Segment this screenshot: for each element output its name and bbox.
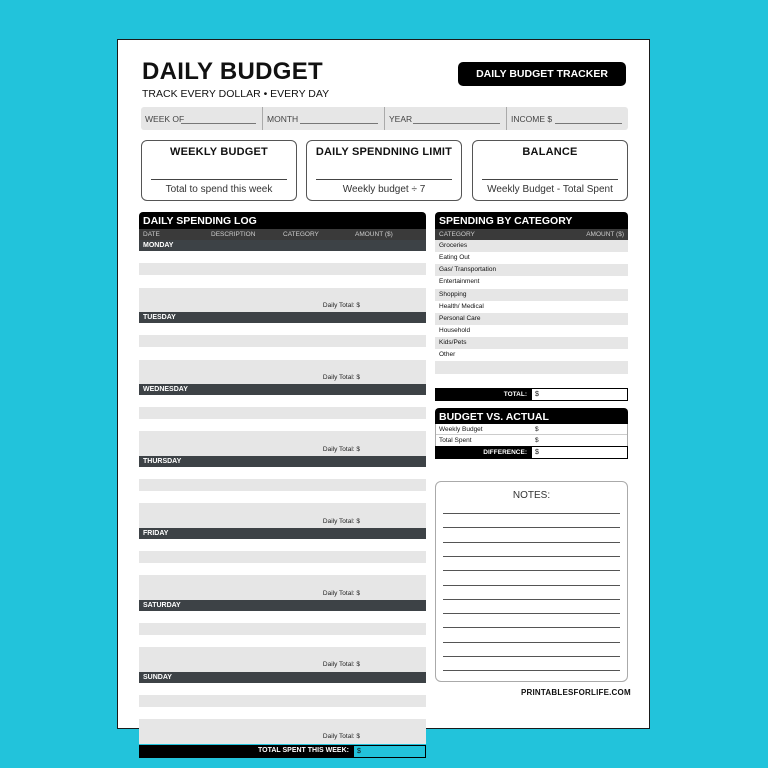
log-entry-row[interactable]	[139, 288, 426, 300]
category-row[interactable]: Entertainment	[439, 278, 480, 286]
day-section-tuesday	[139, 312, 426, 384]
year-label: YEAR	[389, 114, 413, 124]
category-row[interactable]: Shopping	[435, 289, 628, 301]
daily-limit-box[interactable]	[306, 140, 462, 201]
difference-label: DIFFERENCE:	[435, 446, 531, 459]
log-header: DAILY SPENDING LOG	[139, 212, 426, 229]
category-total-label: TOTAL:	[435, 388, 531, 401]
col-description: DESCRIPTION	[211, 231, 256, 238]
bva-row-total-spent[interactable]	[436, 435, 627, 446]
log-entry-row[interactable]	[139, 683, 426, 695]
log-entry-row[interactable]	[139, 431, 426, 443]
col-date: DATE	[143, 231, 160, 238]
bva-rows	[435, 424, 628, 446]
daily-total-row[interactable]: Daily Total: $	[139, 444, 426, 456]
daily-total-row[interactable]: Daily Total: $	[139, 300, 426, 312]
category-row[interactable]: Kids/Pets	[435, 337, 628, 349]
weekly-budget-box[interactable]	[141, 140, 297, 201]
balance-box[interactable]	[472, 140, 628, 201]
log-column-headers	[139, 229, 426, 240]
col-category-amount: AMOUNT ($)	[586, 231, 624, 238]
bva-row-weekly-budget[interactable]	[436, 424, 627, 435]
total-spent-label: TOTAL SPENT THIS WEEK:	[139, 745, 353, 758]
log-entry-row[interactable]	[139, 623, 426, 635]
footer-website: PRINTABLESFORLIFE.COM	[521, 688, 631, 697]
log-entry-row[interactable]	[139, 635, 426, 647]
year-field[interactable]	[385, 107, 507, 130]
category-row[interactable]: Eating Out	[439, 254, 470, 262]
category-row[interactable]: Household	[439, 326, 471, 334]
week-of-line	[181, 123, 256, 124]
info-bar	[141, 107, 628, 130]
budget-vs-actual	[435, 408, 628, 459]
log-entry-row[interactable]	[139, 707, 426, 719]
log-entry-row[interactable]	[139, 503, 426, 515]
log-entry-row[interactable]	[139, 323, 426, 335]
category-row[interactable]: Health/ Medical	[439, 302, 484, 310]
category-row[interactable]: Personal Care	[435, 313, 628, 325]
week-of-label: WEEK OF	[145, 114, 185, 124]
month-line	[300, 123, 378, 124]
balance-title: BALANCE	[522, 146, 578, 158]
log-entry-row[interactable]	[139, 347, 426, 359]
log-entry-row[interactable]	[139, 275, 426, 287]
log-entry-row[interactable]	[139, 419, 426, 431]
notes-line	[443, 627, 620, 628]
page-subtitle: TRACK EVERY DOLLAR • EVERY DAY	[142, 88, 330, 100]
year-line	[413, 123, 500, 124]
category-rows	[435, 240, 628, 386]
spending-by-category	[435, 212, 628, 459]
total-spent-row	[139, 745, 426, 759]
day-section-thursday	[139, 456, 426, 528]
log-entry-row[interactable]	[139, 335, 426, 347]
week-of-field[interactable]	[141, 107, 263, 130]
log-entry-row[interactable]	[139, 395, 426, 407]
month-field[interactable]	[263, 107, 385, 130]
notes-line	[443, 556, 620, 557]
category-row[interactable]: Other	[439, 351, 456, 359]
day-header-saturday: SATURDAY	[139, 600, 426, 611]
log-entry-row[interactable]	[139, 719, 426, 731]
day-section-monday	[139, 240, 426, 312]
total-spent-value[interactable]: $	[353, 745, 426, 758]
bva-weekly-budget-value: $	[535, 425, 539, 433]
bva-total-spent-value: $	[535, 436, 539, 444]
notes-line	[443, 542, 620, 543]
notes-line	[443, 570, 620, 571]
day-header-sunday: SUNDAY	[139, 672, 426, 683]
notes-box[interactable]	[435, 481, 628, 682]
category-row[interactable]	[435, 374, 628, 386]
log-entry-row[interactable]	[139, 611, 426, 623]
notes-line	[443, 585, 620, 586]
notes-title: NOTES:	[512, 490, 551, 501]
weekly-budget-subtitle: Total to spend this week	[165, 184, 273, 195]
log-entry-row[interactable]	[139, 263, 426, 275]
log-entry-row[interactable]	[139, 479, 426, 491]
log-entry-row[interactable]	[139, 251, 426, 263]
log-entry-row[interactable]	[139, 407, 426, 419]
category-row[interactable]: Gas/ Transportation	[435, 264, 628, 276]
daily-total-row[interactable]: Daily Total: $	[139, 588, 426, 600]
notes-line	[443, 613, 620, 614]
col-category: CATEGORY	[283, 231, 319, 238]
income-line	[555, 123, 622, 124]
log-entry-row[interactable]	[139, 467, 426, 479]
daily-spending-log	[139, 212, 426, 759]
col-amount: AMOUNT ($)	[355, 231, 393, 238]
balance-subtitle: Weekly Budget - Total Spent	[487, 184, 613, 195]
bva-total-spent-label: Total Spent	[439, 436, 472, 444]
daily-total-row[interactable]: Daily Total: $	[139, 372, 426, 384]
category-row[interactable]	[435, 361, 628, 373]
notes-line	[443, 527, 620, 528]
notes-line	[443, 670, 620, 671]
log-entry-row[interactable]	[139, 563, 426, 575]
category-total-row	[435, 388, 628, 401]
notes-line	[443, 656, 620, 657]
difference-row	[435, 446, 628, 459]
day-section-saturday	[139, 600, 426, 672]
day-header-monday: MONDAY	[139, 240, 426, 251]
category-total-value[interactable]: $	[531, 388, 628, 401]
notes-line	[443, 642, 620, 643]
notes-line	[443, 599, 620, 600]
budget-vs-actual-header: BUDGET VS. ACTUAL	[435, 408, 628, 424]
notes-line	[443, 513, 620, 514]
col-category-name: CATEGORY	[439, 231, 475, 238]
log-entry-row[interactable]	[139, 551, 426, 563]
day-header-thursday: THURSDAY	[139, 456, 426, 467]
bva-weekly-budget-label: Weekly Budget	[439, 425, 483, 433]
day-header-friday: FRIDAY	[139, 528, 426, 539]
category-column-headers	[435, 229, 628, 240]
day-header-tuesday: TUESDAY	[139, 312, 426, 323]
tracker-badge: DAILY BUDGET TRACKER	[458, 62, 626, 86]
page-title: DAILY BUDGET	[142, 58, 323, 85]
log-entry-row[interactable]	[139, 575, 426, 587]
day-sections	[139, 240, 426, 744]
balance-line	[482, 179, 618, 180]
log-entry-row[interactable]	[139, 491, 426, 503]
day-section-wednesday	[139, 384, 426, 456]
daily-total-row[interactable]: Daily Total: $	[139, 516, 426, 528]
income-label: INCOME $	[511, 114, 553, 124]
daily-limit-subtitle: Weekly budget ÷ 7	[342, 184, 426, 195]
daily-limit-title: DAILY SPENDNING LIMIT	[315, 146, 453, 158]
month-label: MONTH	[267, 114, 299, 124]
difference-value[interactable]: $	[531, 446, 628, 459]
daily-total-row[interactable]: Daily Total: $	[139, 659, 426, 671]
log-entry-row[interactable]	[139, 695, 426, 707]
daily-limit-line	[316, 179, 452, 180]
day-section-sunday	[139, 672, 426, 744]
daily-total-row[interactable]: Daily Total: $	[139, 731, 426, 743]
category-header: SPENDING BY CATEGORY	[435, 212, 628, 229]
day-header-wednesday: WEDNESDAY	[139, 384, 426, 395]
category-row[interactable]: Groceries	[435, 240, 628, 252]
budget-sheet	[117, 39, 650, 755]
day-section-friday	[139, 528, 426, 600]
log-entry-row[interactable]	[139, 647, 426, 659]
weekly-budget-line	[151, 179, 287, 180]
log-entry-row[interactable]	[139, 360, 426, 372]
log-entry-row[interactable]	[139, 539, 426, 551]
income-field[interactable]	[507, 107, 628, 130]
weekly-budget-title: WEEKLY BUDGET	[170, 146, 268, 158]
